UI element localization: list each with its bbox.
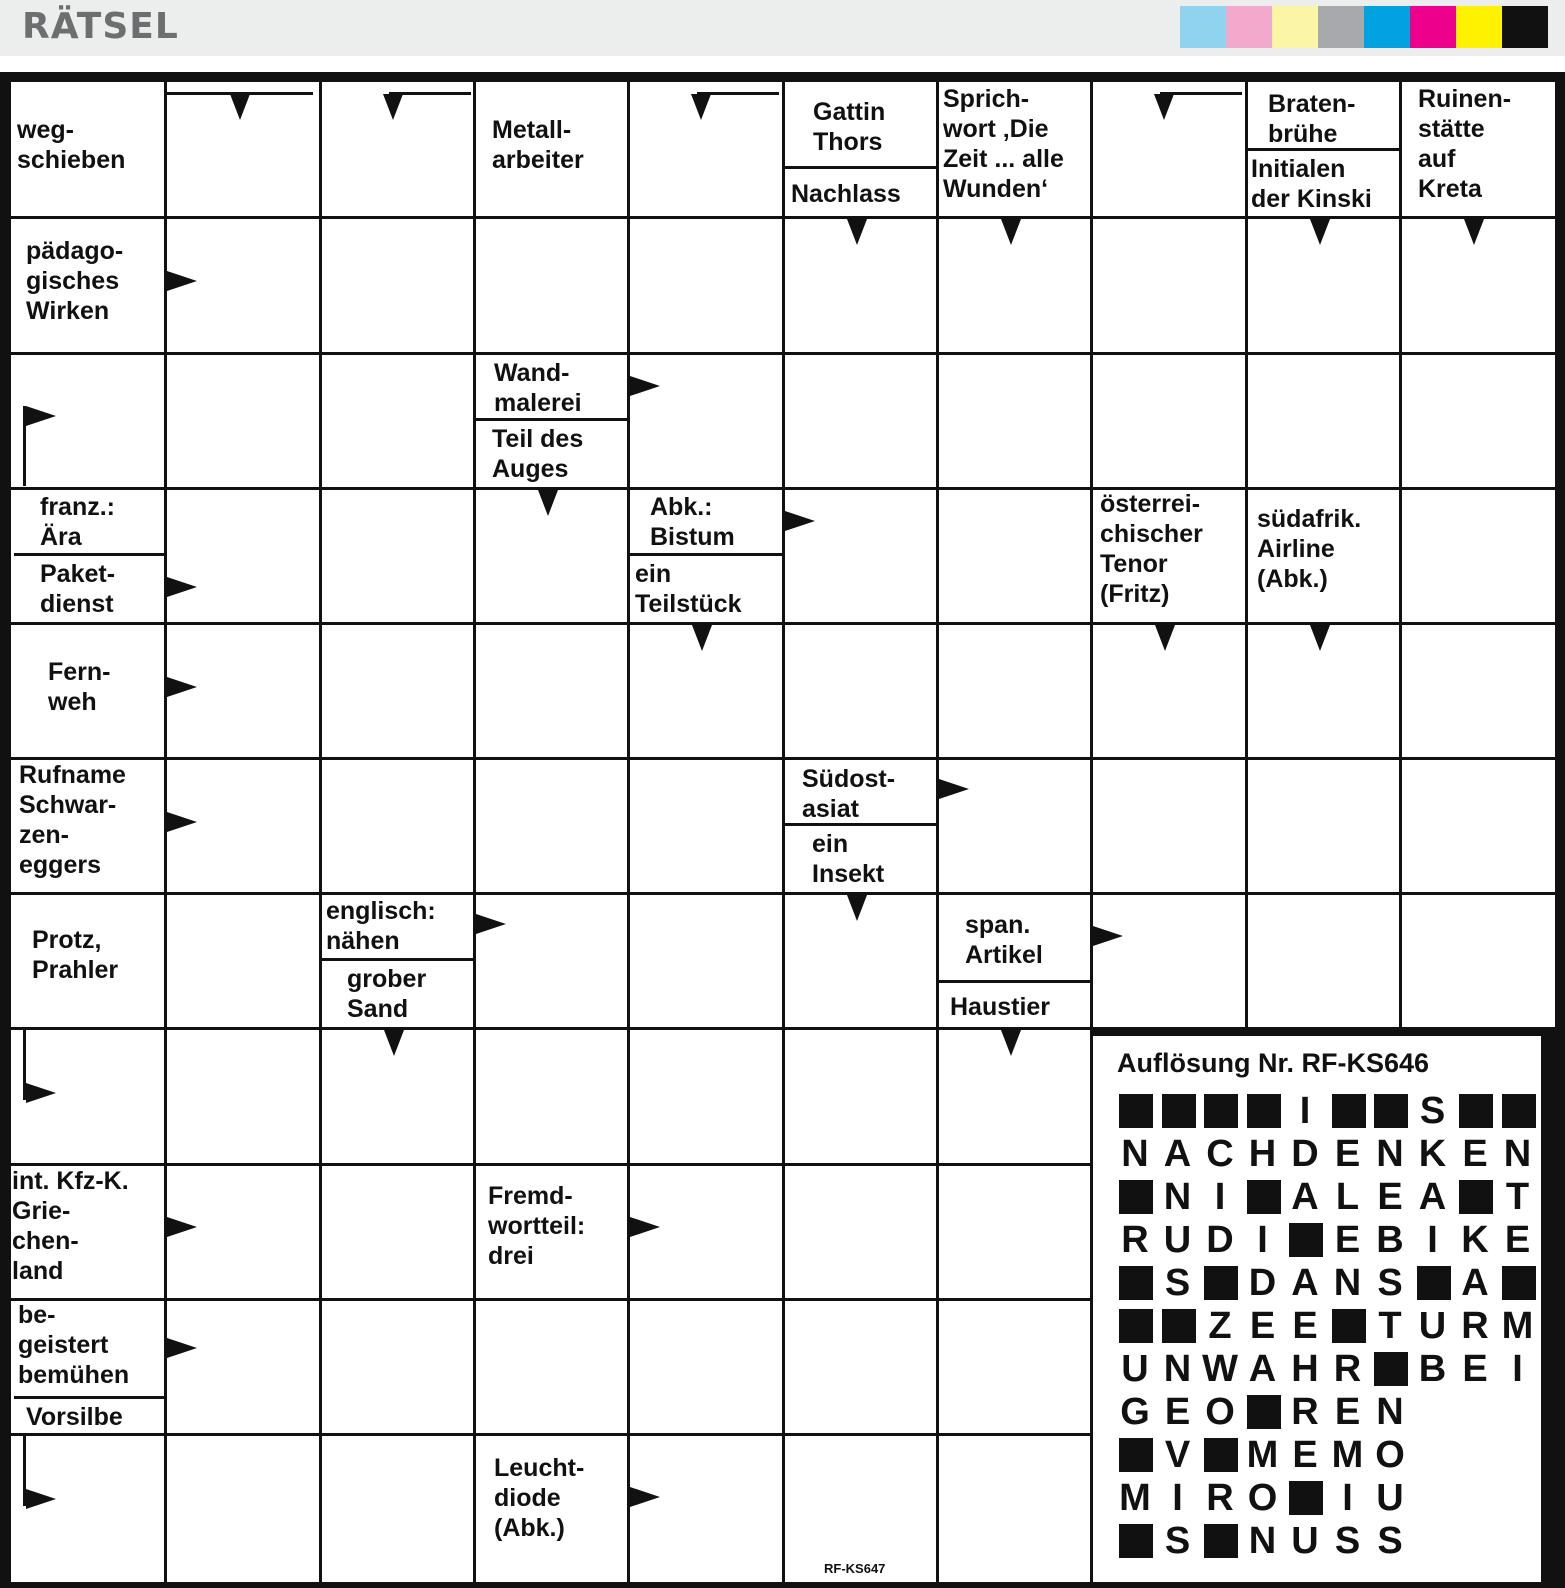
arrow-right-icon [167, 271, 197, 291]
grid-cell[interactable] [630, 219, 782, 352]
clue-haustier: Haustier [950, 993, 1051, 1021]
grid-cell[interactable] [630, 895, 782, 1027]
clue-vorsilbe: Vorsilbe [26, 1403, 123, 1431]
clue-nachlass: Nachlass [791, 180, 901, 208]
solution-letter: A [1291, 1262, 1319, 1304]
clue-wegschieben: weg- schieben [17, 116, 126, 174]
grid-cell[interactable] [785, 1301, 936, 1433]
solution-letter: M [1501, 1305, 1534, 1347]
puzzle-code: RF-KS647 [824, 1561, 886, 1576]
color-swatch [1318, 6, 1364, 48]
grid-cell[interactable] [322, 355, 473, 487]
grid-cell[interactable] [476, 219, 627, 352]
clue-teil-des-auges: Teil des Auges [492, 425, 584, 483]
clue-divider [476, 418, 627, 421]
solution-letter: U [1418, 1305, 1447, 1347]
grid-cell[interactable] [939, 1166, 1090, 1298]
clue-protz: Protz, Prahler [32, 926, 119, 984]
clue-span-artikel: span. Artikel [965, 911, 1043, 969]
solution-letter: D [1291, 1133, 1319, 1175]
solution-row [1117, 1178, 1537, 1216]
clue-abk-bistum: Abk.: Bistum [650, 493, 735, 551]
grid-cell[interactable] [630, 355, 782, 487]
clue-fremdwortteil: Fremd- wortteil: drei [488, 1182, 586, 1270]
solution-letter: M [1119, 1477, 1151, 1519]
solution-panel [1093, 1036, 1541, 1582]
clue-ein-insekt: ein Insekt [812, 830, 885, 888]
color-swatch [1456, 6, 1502, 48]
arrow-down-icon [1001, 219, 1021, 245]
solution-letter: S [1377, 1520, 1403, 1562]
color-swatch-strip [1180, 6, 1548, 48]
solution-row [1117, 1135, 1537, 1173]
solution-letter: E [1292, 1305, 1318, 1347]
solution-block [1459, 1180, 1493, 1214]
solution-block [1204, 1094, 1238, 1128]
solution-letter: I [1172, 1477, 1183, 1519]
arrow-down-icon [1001, 1030, 1021, 1056]
solution-letter: L [1335, 1176, 1360, 1218]
clue-suedafrik-airline: südafrik. Airline (Abk.) [1257, 505, 1362, 593]
solution-letter: V [1164, 1434, 1191, 1476]
grid-cell[interactable] [939, 1436, 1090, 1582]
grid-cell[interactable] [1402, 895, 1555, 1027]
grid-cell[interactable] [1248, 355, 1399, 487]
solution-letter: W [1202, 1348, 1238, 1390]
arrow-right-icon [476, 914, 506, 934]
arrow-down-icon [1155, 625, 1175, 651]
solution-letter: M [1331, 1434, 1364, 1476]
solution-letter: N [1333, 1262, 1362, 1304]
solution-letter: R [1333, 1348, 1362, 1390]
color-swatch [1364, 6, 1410, 48]
solution-block [1502, 1266, 1536, 1300]
color-swatch [1502, 6, 1548, 48]
color-swatch [1226, 6, 1272, 48]
solution-letter: K [1418, 1133, 1447, 1175]
solution-letter: E [1334, 1219, 1361, 1261]
solution-block [1417, 1266, 1451, 1300]
solution-letter: S [1377, 1262, 1403, 1304]
grid-cell[interactable] [785, 1030, 936, 1163]
solution-row [1117, 1264, 1537, 1302]
arrow-right-icon [167, 677, 197, 697]
solution-letter: I [1342, 1477, 1353, 1519]
arrow-down-icon [1310, 219, 1330, 245]
solution-block [1332, 1309, 1366, 1343]
solution-letter: A [1291, 1176, 1319, 1218]
solution-letter: Z [1208, 1305, 1232, 1347]
solution-letter: H [1248, 1133, 1277, 1175]
grid-cell[interactable] [476, 625, 627, 757]
grid-cell[interactable] [167, 895, 319, 1027]
grid-cell[interactable] [1093, 355, 1245, 487]
clue-kfz-griechenland: int. Kfz-K. Grie- chen- land [12, 1167, 129, 1285]
arrow-down-icon [692, 625, 712, 651]
solution-block [1119, 1094, 1153, 1128]
clue-rufname: Rufname Schwar- zen- eggers [19, 761, 126, 879]
solution-letter: B [1418, 1348, 1447, 1390]
grid-cell[interactable] [322, 1436, 473, 1582]
solution-letter: E [1504, 1219, 1531, 1261]
solution-block [1119, 1180, 1153, 1214]
clue-suedostasiat: Südost- asiat [802, 765, 896, 823]
solution-title: Auflösung Nr. RF-KS646 [1117, 1048, 1430, 1078]
solution-letter: U [1291, 1520, 1319, 1562]
color-swatch [1410, 6, 1456, 48]
solution-letter: U [1376, 1477, 1404, 1519]
solution-letter: R [1206, 1477, 1234, 1519]
grid-cell[interactable] [167, 1301, 319, 1433]
solution-block [1374, 1352, 1408, 1386]
arrow-down-icon [1464, 219, 1484, 245]
page-title: RÄTSEL [22, 6, 179, 47]
solution-letter: R [1291, 1391, 1319, 1433]
grid-cell[interactable] [1402, 625, 1555, 757]
solution-block [1204, 1524, 1238, 1558]
arrow-down-icon [1310, 625, 1330, 651]
solution-letter: A [1163, 1133, 1192, 1175]
arrow-right-icon [785, 511, 815, 531]
clue-ein-teilstueck: ein Teilstück [635, 560, 742, 618]
grid-cell[interactable] [322, 1301, 473, 1433]
arrow-down-icon [847, 219, 867, 245]
color-swatch [1272, 6, 1318, 48]
clue-leuchtdiode: Leucht- diode (Abk.) [494, 1454, 585, 1542]
clue-divider [322, 958, 473, 961]
solution-letter: A [1248, 1348, 1277, 1390]
solution-letter: M [1246, 1434, 1279, 1476]
grid-cell[interactable] [322, 219, 473, 352]
solution-block [1119, 1309, 1153, 1343]
clue-sprichwort: Sprich- wort ‚Die Zeit ... alle Wunden‘ [943, 85, 1064, 203]
grid-cell[interactable] [167, 355, 319, 487]
solution-letter: O [1375, 1434, 1405, 1476]
solution-block [1247, 1395, 1281, 1429]
solution-block [1119, 1266, 1153, 1300]
solution-letter: U [1163, 1219, 1192, 1261]
clue-ruinenstaette: Ruinen- stätte auf Kreta [1418, 85, 1512, 203]
clue-franz-aera: franz.: Ära [40, 493, 115, 551]
solution-letter: I [1299, 1090, 1311, 1132]
solution-block [1119, 1524, 1153, 1558]
arrow-right-icon [26, 1083, 56, 1103]
arrow-right-icon [26, 406, 56, 426]
clue-gattin-thors: Gattin Thors [813, 98, 886, 156]
solution-letter: B [1376, 1219, 1404, 1261]
grid-cell[interactable] [476, 760, 627, 892]
solution-letter: I [1214, 1176, 1226, 1218]
clue-oesterr-tenor: österrei- chischer Tenor (Fritz) [1100, 490, 1203, 608]
solution-letter: E [1334, 1391, 1361, 1433]
grid-cell[interactable] [322, 490, 473, 622]
solution-letter: E [1249, 1305, 1276, 1347]
arrow-down-icon [384, 1030, 404, 1056]
arrow-right-icon [26, 1489, 56, 1509]
solution-letter: R [1461, 1305, 1489, 1347]
grid-cell[interactable] [1402, 490, 1555, 622]
solution-letter: N [1163, 1348, 1192, 1390]
solution-row [1117, 1436, 1537, 1474]
solution-letter: E [1377, 1176, 1403, 1218]
solution-letter: A [1418, 1176, 1447, 1218]
solution-row [1117, 1092, 1537, 1130]
grid-cell[interactable] [11, 1436, 164, 1582]
solution-letter: S [1419, 1090, 1446, 1132]
grid-cell[interactable] [785, 625, 936, 757]
solution-row [1117, 1479, 1537, 1517]
solution-block [1289, 1481, 1323, 1515]
grid-cell[interactable] [939, 490, 1090, 622]
solution-letter: I [1512, 1348, 1523, 1390]
grid-cell[interactable] [1248, 760, 1399, 892]
solution-letter: S [1164, 1262, 1191, 1304]
solution-letter: E [1164, 1391, 1191, 1433]
grid-cell[interactable] [476, 1301, 627, 1433]
solution-block [1247, 1180, 1281, 1214]
grid-cell[interactable] [476, 1030, 627, 1163]
solution-letter: D [1206, 1219, 1234, 1261]
solution-letter: N [1248, 1520, 1277, 1562]
solution-block [1162, 1094, 1196, 1128]
arrow-down-icon [847, 895, 867, 921]
clue-divider [14, 1396, 164, 1399]
arrow-right-icon [630, 1487, 660, 1507]
solution-letter: E [1462, 1133, 1488, 1175]
clue-divider [785, 823, 936, 826]
grid-cell[interactable] [1402, 760, 1555, 892]
grid-cell[interactable] [1248, 895, 1399, 1027]
clue-bratenbruehe: Braten- brühe [1268, 90, 1356, 148]
solution-block [1374, 1094, 1408, 1128]
solution-letter: K [1461, 1219, 1489, 1261]
clue-divider [630, 553, 782, 556]
grid-cell[interactable] [1093, 219, 1245, 352]
solution-letter: N [1163, 1176, 1192, 1218]
clue-divider [1248, 148, 1399, 151]
solution-block [1332, 1094, 1366, 1128]
clue-englisch-naehen: englisch: nähen [326, 897, 436, 955]
solution-letter: D [1248, 1262, 1277, 1304]
solution-block [1204, 1266, 1238, 1300]
header-bar [0, 0, 1565, 56]
solution-letter: R [1121, 1219, 1149, 1261]
solution-letter: I [1257, 1219, 1268, 1261]
arrow-right-icon [167, 1217, 197, 1237]
grid-cell[interactable] [167, 1436, 319, 1582]
arrow-right-icon [1093, 926, 1123, 946]
clue-metallarbeiter: Metall- arbeiter [492, 116, 584, 174]
grid-cell[interactable] [630, 1030, 782, 1163]
solution-letter: N [1503, 1133, 1532, 1175]
solution-letter: O [1205, 1391, 1235, 1433]
solution-block [1247, 1094, 1281, 1128]
grid-cell[interactable] [939, 1301, 1090, 1433]
grid-cell[interactable] [322, 760, 473, 892]
solution-block [1289, 1223, 1323, 1257]
solution-letter: N [1376, 1133, 1404, 1175]
solution-block [1204, 1438, 1238, 1472]
grid-cell[interactable] [167, 490, 319, 622]
arrow-down-icon [538, 490, 558, 516]
grid-cell[interactable] [1093, 895, 1245, 1027]
color-swatch [1180, 6, 1226, 48]
solution-letter: U [1121, 1348, 1149, 1390]
clue-divider [939, 980, 1090, 983]
solution-letter: I [1427, 1219, 1438, 1261]
grid-cell[interactable] [785, 490, 936, 622]
solution-letter: E [1334, 1133, 1361, 1175]
solution-block [1459, 1094, 1493, 1128]
solution-letter: S [1164, 1520, 1191, 1562]
clue-paedagogisches-wirken: pädago- gisches Wirken [26, 237, 124, 325]
solution-letter: T [1378, 1305, 1402, 1347]
clue-wandmalerei: Wand- malerei [494, 359, 582, 417]
arrow-right-icon [939, 779, 969, 799]
arrow-down-icon [691, 94, 711, 120]
grid-cell[interactable] [1402, 355, 1555, 487]
arrow-right-icon [167, 812, 197, 832]
arrow-down-icon [383, 94, 403, 120]
arrow-down-icon [1154, 94, 1174, 120]
arrow-right-icon [167, 577, 197, 597]
grid-cell[interactable] [630, 1436, 782, 1582]
solution-letter: O [1247, 1477, 1278, 1519]
solution-letter: S [1334, 1520, 1361, 1562]
grid-cell[interactable] [167, 1030, 319, 1163]
arrow-right-icon [167, 1338, 197, 1358]
solution-letter: A [1461, 1262, 1489, 1304]
grid-cell[interactable] [630, 1301, 782, 1433]
clue-initialen-kinski: Initialen der Kinski [1251, 155, 1372, 213]
grid-cell[interactable] [939, 355, 1090, 487]
solution-row [1117, 1522, 1537, 1560]
solution-letter: T [1505, 1176, 1530, 1218]
solution-letter: N [1376, 1391, 1404, 1433]
solution-row [1117, 1393, 1537, 1431]
solution-row [1117, 1221, 1537, 1259]
grid-cell[interactable] [939, 625, 1090, 757]
solution-letter: H [1291, 1348, 1319, 1390]
solution-row [1117, 1350, 1537, 1388]
clue-divider [785, 166, 936, 169]
clue-begeistert: be- geistert bemühen [18, 1301, 130, 1389]
grid-cell[interactable] [630, 760, 782, 892]
solution-letter: C [1206, 1133, 1234, 1175]
clue-fernweh: Fern- weh [48, 658, 111, 716]
grid-cell[interactable] [322, 625, 473, 757]
solution-block [1119, 1438, 1153, 1472]
grid-cell[interactable] [1093, 760, 1245, 892]
solution-block [1502, 1094, 1536, 1128]
clue-grober-sand: grober Sand [347, 965, 427, 1023]
solution-letter: N [1121, 1133, 1149, 1175]
solution-letter: E [1462, 1348, 1488, 1390]
grid-cell[interactable] [785, 1166, 936, 1298]
clue-divider [14, 553, 164, 556]
arrow-right-icon [630, 1217, 660, 1237]
grid-cell[interactable] [322, 1166, 473, 1298]
solution-row [1117, 1307, 1537, 1345]
grid-cell[interactable] [785, 355, 936, 487]
arrow-down-icon [230, 94, 250, 120]
arrow-right-icon [630, 376, 660, 396]
solution-letter: E [1292, 1434, 1318, 1476]
solution-block [1162, 1309, 1196, 1343]
solution-letter: G [1120, 1391, 1150, 1433]
clue-paketdienst: Paket- dienst [40, 560, 116, 618]
